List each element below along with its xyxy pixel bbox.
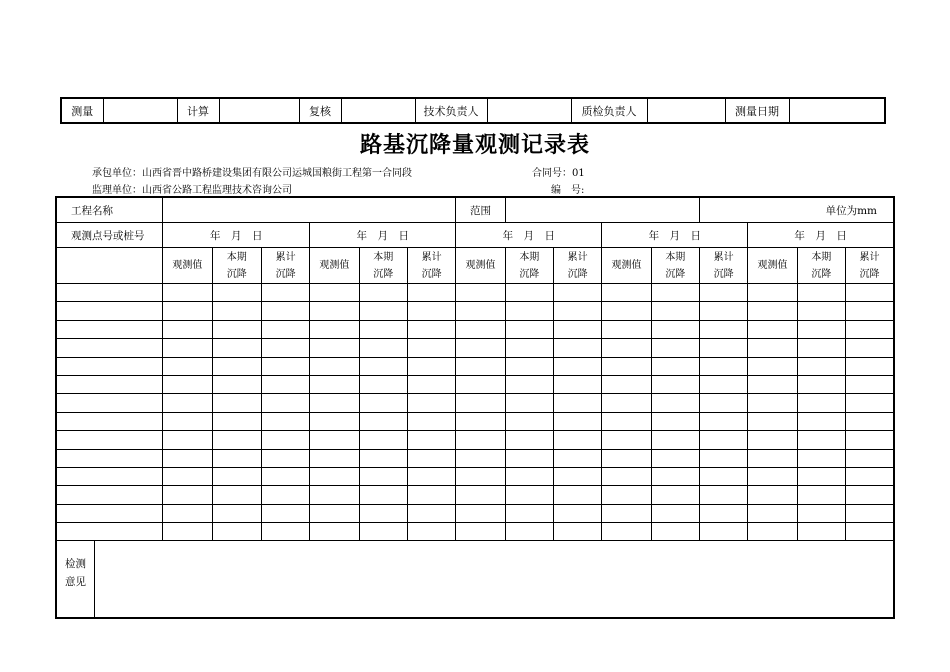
value-cell[interactable] — [456, 449, 505, 467]
value-cell[interactable] — [456, 412, 505, 430]
table-row — [56, 412, 894, 430]
value-cell[interactable] — [212, 467, 261, 485]
value-cell[interactable] — [310, 394, 359, 412]
review-field[interactable] — [341, 98, 415, 123]
value-cell[interactable] — [845, 284, 894, 302]
current-settlement-header: 本期 沉降 — [359, 248, 407, 284]
value-cell[interactable] — [699, 431, 747, 449]
value-cell[interactable] — [359, 339, 407, 357]
value-cell[interactable] — [163, 357, 212, 375]
value-cell[interactable] — [261, 412, 309, 430]
value-cell[interactable] — [212, 504, 261, 522]
value-cell[interactable] — [602, 523, 651, 541]
value-cell[interactable] — [797, 339, 845, 357]
value-cell[interactable] — [602, 486, 651, 504]
value-cell[interactable] — [553, 320, 601, 338]
value-cell[interactable] — [748, 375, 797, 393]
value-cell[interactable] — [797, 504, 845, 522]
table-row — [56, 339, 894, 357]
value-cell[interactable] — [651, 523, 699, 541]
value-cell[interactable] — [359, 523, 407, 541]
total-settlement-header: 累计 沉降 — [553, 248, 601, 284]
value-cell[interactable] — [699, 284, 747, 302]
settlement-record-table — [55, 196, 895, 619]
value-cell[interactable] — [310, 431, 359, 449]
value-cell[interactable] — [456, 504, 505, 522]
date-field-2[interactable]: 年 月 日 — [310, 223, 456, 248]
value-cell[interactable] — [699, 357, 747, 375]
value-cell[interactable] — [407, 467, 455, 485]
value-cell[interactable] — [212, 523, 261, 541]
value-cell[interactable] — [359, 467, 407, 485]
project-row — [56, 197, 894, 223]
remark-field[interactable] — [94, 541, 894, 619]
value-cell[interactable] — [797, 357, 845, 375]
value-cell[interactable] — [748, 486, 797, 504]
value-cell[interactable] — [359, 412, 407, 430]
value-cell[interactable] — [748, 302, 797, 320]
value-cell[interactable] — [407, 504, 455, 522]
value-cell[interactable] — [407, 394, 455, 412]
value-cell[interactable] — [163, 375, 212, 393]
value-cell[interactable] — [845, 523, 894, 541]
value-cell[interactable] — [845, 449, 894, 467]
point-cell[interactable] — [56, 412, 163, 430]
value-cell[interactable] — [456, 431, 505, 449]
value-cell[interactable] — [310, 449, 359, 467]
value-cell[interactable] — [310, 302, 359, 320]
value-cell[interactable] — [845, 412, 894, 430]
value-cell[interactable] — [505, 339, 553, 357]
value-cell[interactable] — [651, 320, 699, 338]
table-row — [56, 357, 894, 375]
value-cell[interactable] — [359, 357, 407, 375]
value-cell[interactable] — [845, 486, 894, 504]
value-cell[interactable] — [212, 486, 261, 504]
value-cell[interactable] — [163, 504, 212, 522]
value-cell[interactable] — [359, 375, 407, 393]
value-cell[interactable] — [505, 467, 553, 485]
value-cell[interactable] — [553, 357, 601, 375]
remark-label: 检测 意见 — [56, 541, 94, 619]
value-cell[interactable] — [602, 302, 651, 320]
value-cell[interactable] — [505, 523, 553, 541]
point-cell[interactable] — [56, 431, 163, 449]
range-field[interactable] — [505, 197, 699, 223]
value-cell[interactable] — [261, 504, 309, 522]
value-cell[interactable] — [505, 284, 553, 302]
value-cell[interactable] — [699, 375, 747, 393]
serial-number: 编 号: — [551, 185, 585, 196]
value-cell[interactable] — [602, 449, 651, 467]
value-cell[interactable] — [797, 486, 845, 504]
value-cell[interactable] — [456, 357, 505, 375]
remark-row — [56, 541, 894, 619]
value-cell[interactable] — [407, 284, 455, 302]
data-rows — [56, 284, 894, 541]
value-cell[interactable] — [553, 412, 601, 430]
value-cell[interactable] — [359, 394, 407, 412]
value-cell[interactable] — [261, 431, 309, 449]
range-label: 范围 — [456, 197, 505, 223]
value-cell[interactable] — [651, 357, 699, 375]
value-cell[interactable] — [748, 467, 797, 485]
value-cell[interactable] — [553, 467, 601, 485]
value-cell[interactable] — [212, 449, 261, 467]
value-cell[interactable] — [602, 467, 651, 485]
value-cell[interactable] — [699, 523, 747, 541]
value-cell[interactable] — [310, 412, 359, 430]
supervisor-text: 监理单位：山西省公路工程监理技术咨询公司 — [92, 185, 292, 196]
value-cell[interactable] — [699, 320, 747, 338]
value-cell[interactable] — [553, 284, 601, 302]
value-cell[interactable] — [310, 284, 359, 302]
value-cell[interactable] — [651, 339, 699, 357]
qc-lead-label: 质检负责人 — [571, 98, 647, 123]
value-cell[interactable] — [651, 284, 699, 302]
value-cell[interactable] — [748, 339, 797, 357]
value-cell[interactable] — [748, 412, 797, 430]
value-cell[interactable] — [748, 357, 797, 375]
value-cell[interactable] — [651, 486, 699, 504]
value-cell[interactable] — [505, 320, 553, 338]
value-cell[interactable] — [602, 504, 651, 522]
value-cell[interactable] — [651, 375, 699, 393]
current-settlement-header: 本期 沉降 — [505, 248, 553, 284]
value-cell[interactable] — [602, 375, 651, 393]
calc-label: 计算 — [177, 98, 219, 123]
value-cell[interactable] — [748, 504, 797, 522]
point-label: 观测点号或桩号 — [56, 223, 163, 248]
observed-header: 观测值 — [748, 248, 797, 284]
table-row — [56, 486, 894, 504]
tech-lead-label: 技术负责人 — [415, 98, 487, 123]
value-cell[interactable] — [602, 339, 651, 357]
measure-date-label: 测量日期 — [725, 98, 789, 123]
table-row — [56, 284, 894, 302]
unit-label: 单位为mm — [699, 197, 894, 223]
value-cell[interactable] — [456, 394, 505, 412]
value-cell[interactable] — [359, 449, 407, 467]
value-cell[interactable] — [359, 302, 407, 320]
value-cell[interactable] — [212, 320, 261, 338]
value-cell[interactable] — [651, 431, 699, 449]
table-row — [56, 504, 894, 522]
value-cell[interactable] — [359, 284, 407, 302]
value-cell[interactable] — [163, 486, 212, 504]
value-cell[interactable] — [261, 357, 309, 375]
point-cell[interactable] — [56, 302, 163, 320]
value-cell[interactable] — [748, 320, 797, 338]
value-cell[interactable] — [163, 394, 212, 412]
date-field-4[interactable]: 年 月 日 — [602, 223, 748, 248]
value-cell[interactable] — [456, 486, 505, 504]
value-cell[interactable] — [699, 394, 747, 412]
value-cell[interactable] — [748, 449, 797, 467]
value-cell[interactable] — [456, 523, 505, 541]
value-cell[interactable] — [163, 320, 212, 338]
measure-field[interactable] — [103, 98, 177, 123]
value-cell[interactable] — [212, 394, 261, 412]
value-cell[interactable] — [163, 339, 212, 357]
value-cell[interactable] — [407, 412, 455, 430]
value-cell[interactable] — [163, 467, 212, 485]
value-cell[interactable] — [699, 467, 747, 485]
point-cell[interactable] — [56, 375, 163, 393]
observed-header: 观测值 — [602, 248, 651, 284]
value-cell[interactable] — [505, 375, 553, 393]
value-cell[interactable] — [553, 523, 601, 541]
value-cell[interactable] — [699, 504, 747, 522]
value-cell[interactable] — [261, 394, 309, 412]
table-row — [56, 431, 894, 449]
value-cell[interactable] — [651, 449, 699, 467]
value-cell[interactable] — [699, 412, 747, 430]
value-cell[interactable] — [797, 394, 845, 412]
value-cell[interactable] — [505, 302, 553, 320]
value-cell[interactable] — [553, 486, 601, 504]
value-cell[interactable] — [456, 320, 505, 338]
point-cell[interactable] — [56, 523, 163, 541]
project-name-field[interactable] — [163, 197, 456, 223]
review-label: 复核 — [299, 98, 341, 123]
value-cell[interactable] — [407, 523, 455, 541]
value-cell[interactable] — [212, 284, 261, 302]
value-cell[interactable] — [797, 320, 845, 338]
value-cell[interactable] — [163, 302, 212, 320]
point-cell[interactable] — [56, 467, 163, 485]
total-settlement-header: 累计 沉降 — [407, 248, 455, 284]
value-cell[interactable] — [310, 375, 359, 393]
value-cell[interactable] — [845, 302, 894, 320]
value-cell[interactable] — [505, 449, 553, 467]
value-cell[interactable] — [163, 431, 212, 449]
value-cell[interactable] — [505, 394, 553, 412]
value-cell[interactable] — [505, 504, 553, 522]
value-cell[interactable] — [456, 339, 505, 357]
table-row — [56, 302, 894, 320]
value-cell[interactable] — [748, 284, 797, 302]
value-cell[interactable] — [797, 375, 845, 393]
value-cell[interactable] — [748, 523, 797, 541]
value-cell[interactable] — [407, 431, 455, 449]
value-cell[interactable] — [310, 467, 359, 485]
point-cell[interactable] — [56, 357, 163, 375]
project-name-label: 工程名称 — [56, 197, 163, 223]
value-cell[interactable] — [359, 486, 407, 504]
value-cell[interactable] — [651, 412, 699, 430]
current-settlement-header: 本期 沉降 — [797, 248, 845, 284]
value-cell[interactable] — [797, 302, 845, 320]
value-cell[interactable] — [407, 320, 455, 338]
table-row — [56, 467, 894, 485]
value-cell[interactable] — [602, 320, 651, 338]
value-cell[interactable] — [310, 357, 359, 375]
value-cell[interactable] — [456, 467, 505, 485]
value-cell[interactable] — [699, 449, 747, 467]
observed-header: 观测值 — [163, 248, 212, 284]
value-cell[interactable] — [359, 320, 407, 338]
value-cell[interactable] — [553, 449, 601, 467]
value-cell[interactable] — [748, 431, 797, 449]
value-cell[interactable] — [699, 486, 747, 504]
value-cell[interactable] — [505, 412, 553, 430]
value-cell[interactable] — [163, 523, 212, 541]
value-cell[interactable] — [553, 431, 601, 449]
value-cell[interactable] — [456, 375, 505, 393]
value-cell[interactable] — [261, 375, 309, 393]
value-cell[interactable] — [845, 375, 894, 393]
measure-label: 测量 — [61, 98, 103, 123]
value-cell[interactable] — [310, 486, 359, 504]
value-cell[interactable] — [261, 486, 309, 504]
date-field-1[interactable]: 年 月 日 — [163, 223, 310, 248]
point-cell[interactable] — [56, 339, 163, 357]
point-cell[interactable] — [56, 504, 163, 522]
value-cell[interactable] — [163, 449, 212, 467]
value-cell[interactable] — [553, 504, 601, 522]
value-cell[interactable] — [407, 357, 455, 375]
total-settlement-header: 累计 沉降 — [261, 248, 309, 284]
date-field-3[interactable]: 年 月 日 — [456, 223, 602, 248]
value-cell[interactable] — [845, 339, 894, 357]
table-row — [56, 320, 894, 338]
tech-lead-field[interactable] — [487, 98, 571, 123]
value-cell[interactable] — [505, 357, 553, 375]
value-cell[interactable] — [602, 394, 651, 412]
point-column-header — [56, 248, 163, 284]
table-row — [56, 449, 894, 467]
current-settlement-header: 本期 沉降 — [212, 248, 261, 284]
value-cell[interactable] — [212, 339, 261, 357]
value-cell[interactable] — [553, 302, 601, 320]
date-field-5[interactable]: 年 月 日 — [748, 223, 894, 248]
value-cell[interactable] — [359, 431, 407, 449]
value-cell[interactable] — [261, 339, 309, 357]
value-cell[interactable] — [261, 320, 309, 338]
value-cell[interactable] — [407, 302, 455, 320]
value-cell[interactable] — [699, 339, 747, 357]
value-cell[interactable] — [748, 394, 797, 412]
value-cell[interactable] — [163, 284, 212, 302]
value-cell[interactable] — [602, 284, 651, 302]
value-cell[interactable] — [261, 302, 309, 320]
value-cell[interactable] — [602, 431, 651, 449]
current-settlement-header: 本期 沉降 — [651, 248, 699, 284]
value-cell[interactable] — [212, 357, 261, 375]
value-cell[interactable] — [456, 284, 505, 302]
value-cell[interactable] — [212, 302, 261, 320]
value-cell[interactable] — [845, 467, 894, 485]
total-settlement-header: 累计 沉降 — [699, 248, 747, 284]
point-cell[interactable] — [56, 449, 163, 467]
value-cell[interactable] — [651, 467, 699, 485]
value-cell[interactable] — [407, 486, 455, 504]
signoff-table — [60, 97, 886, 124]
observed-header: 观测值 — [310, 248, 359, 284]
value-cell[interactable] — [845, 394, 894, 412]
value-cell[interactable] — [797, 523, 845, 541]
observed-header: 观测值 — [456, 248, 505, 284]
value-cell[interactable] — [651, 504, 699, 522]
column-header-row — [56, 248, 894, 284]
value-cell[interactable] — [797, 431, 845, 449]
value-cell[interactable] — [553, 375, 601, 393]
point-cell[interactable] — [56, 394, 163, 412]
value-cell[interactable] — [505, 486, 553, 504]
calc-field[interactable] — [219, 98, 299, 123]
value-cell[interactable] — [407, 339, 455, 357]
value-cell[interactable] — [845, 357, 894, 375]
value-cell[interactable] — [602, 357, 651, 375]
value-cell[interactable] — [456, 302, 505, 320]
value-cell[interactable] — [407, 375, 455, 393]
contractor-text: 承包单位：山西省晋中路桥建设集团有限公司运城国粮街工程第一合同段 — [92, 168, 412, 179]
value-cell[interactable] — [261, 284, 309, 302]
point-cell[interactable] — [56, 486, 163, 504]
value-cell[interactable] — [797, 412, 845, 430]
point-cell[interactable] — [56, 320, 163, 338]
measure-date-field[interactable] — [789, 98, 885, 123]
value-cell[interactable] — [553, 394, 601, 412]
value-cell[interactable] — [310, 339, 359, 357]
value-cell[interactable] — [845, 504, 894, 522]
document-title: 路基沉降量观测记录表 — [359, 132, 590, 158]
value-cell[interactable] — [699, 302, 747, 320]
qc-lead-field[interactable] — [647, 98, 725, 123]
value-cell[interactable] — [797, 284, 845, 302]
value-cell[interactable] — [505, 431, 553, 449]
value-cell[interactable] — [651, 302, 699, 320]
table-row — [56, 394, 894, 412]
value-cell[interactable] — [553, 339, 601, 357]
value-cell[interactable] — [407, 449, 455, 467]
value-cell[interactable] — [163, 412, 212, 430]
date-row — [56, 223, 894, 248]
value-cell[interactable] — [310, 504, 359, 522]
table-row — [56, 375, 894, 393]
value-cell[interactable] — [212, 412, 261, 430]
value-cell[interactable] — [359, 504, 407, 522]
value-cell[interactable] — [261, 449, 309, 467]
table-row — [56, 523, 894, 541]
value-cell[interactable] — [261, 523, 309, 541]
point-cell[interactable] — [56, 284, 163, 302]
value-cell[interactable] — [845, 320, 894, 338]
value-cell[interactable] — [602, 412, 651, 430]
value-cell[interactable] — [212, 431, 261, 449]
contract-number: 合同号：01 — [532, 168, 585, 179]
value-cell[interactable] — [845, 431, 894, 449]
value-cell[interactable] — [797, 467, 845, 485]
value-cell[interactable] — [797, 449, 845, 467]
value-cell[interactable] — [651, 394, 699, 412]
value-cell[interactable] — [310, 523, 359, 541]
value-cell[interactable] — [310, 320, 359, 338]
value-cell[interactable] — [261, 467, 309, 485]
total-settlement-header: 累计 沉降 — [845, 248, 894, 284]
value-cell[interactable] — [212, 375, 261, 393]
